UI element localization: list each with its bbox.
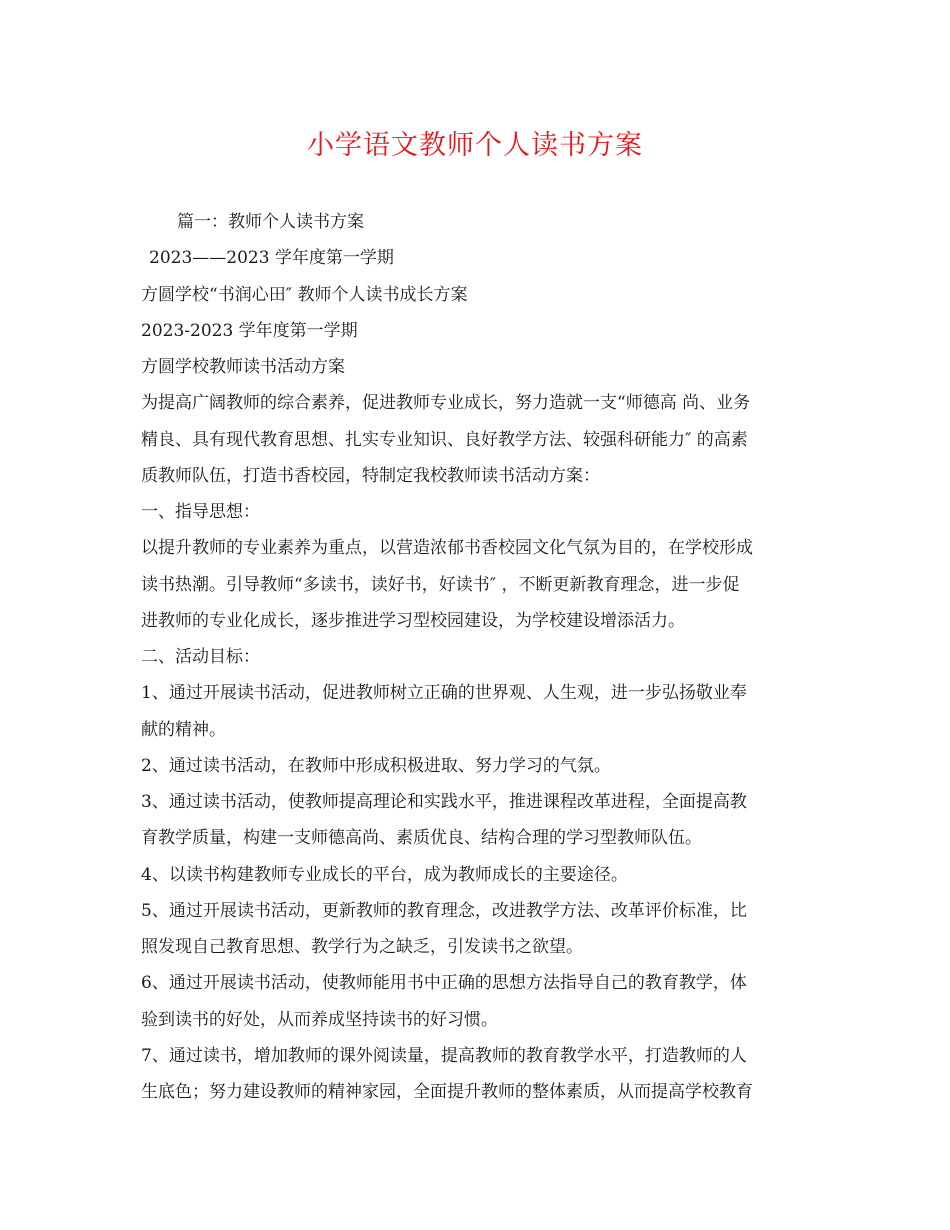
- paragraph-line: 读书热潮。引导教师“多读书，读好书，好读书″ ，不断更新教育理念，进一步促: [141, 575, 740, 595]
- paragraph-line: 方圆学校“书润心田″ 教师个人读书成长方案: [141, 285, 468, 305]
- paragraph-line: 2023-2023 学年度第一学期: [141, 321, 358, 341]
- paragraph-line: 以提升教师的专业素养为重点，以营造浓郁书香校园文化气氛为目的，在学校形成: [141, 538, 753, 558]
- section-heading: 一、指导思想：: [141, 502, 260, 522]
- list-item-line: 验到读书的好处，从而养成坚持读书的好习惯。: [141, 1010, 498, 1030]
- paragraph-line: 方圆学校教师读书活动方案: [141, 357, 345, 377]
- paragraph-line: 精良、具有现代教育思想、扎实专业知识、良好教学方法、较强科研能力″ 的高素: [141, 430, 748, 450]
- paragraph-line: 2023——2023 学年度第一学期: [149, 248, 394, 268]
- section-heading: 二、活动目标：: [141, 647, 260, 667]
- paragraph-line: 为提高广阔教师的综合素养，促进教师专业成长，努力造就一支“师德高 尚、业务: [141, 393, 751, 413]
- paragraph-line: 质教师队伍，打造书香校园，特制定我校教师读书活动方案：: [141, 466, 600, 486]
- document-title: 小学语文教师个人读书方案: [307, 130, 643, 161]
- list-item-line: 4、以读书构建教师专业成长的平台，成为教师成长的主要途径。: [141, 865, 628, 885]
- list-item-line: 育教学质量，构建一支师德高尚、素质优良、结构合理的学习型教师队伍。: [141, 828, 702, 848]
- list-item-line: 6、通过开展读书活动，使教师能用书中正确的思想方法指导自己的教育教学，体: [141, 973, 747, 993]
- list-item-line: 1、通过开展读书活动，促进教师树立正确的世界观、人生观，进一步弘扬敬业奉: [141, 683, 747, 703]
- list-item-line: 生底色；努力建设教师的精神家园，全面提升教师的整体素质，从而提高学校教育: [141, 1082, 753, 1102]
- list-item-line: 3、通过读书活动，使教师提高理论和实践水平，推进课程改革进程，全面提高教: [141, 792, 747, 812]
- list-item-line: 照发现自己教育思想、教学行为之缺乏，引发读书之欲望。: [141, 937, 583, 957]
- list-item-line: 献的精神。: [141, 720, 226, 740]
- list-item-line: 7、通过读书，增加教师的课外阅读量，提高教师的教育教学水平，打造教师的人: [141, 1046, 747, 1066]
- list-item-line: 2、通过读书活动，在教师中形成积极进取、努力学习的气氛。: [141, 756, 611, 776]
- paragraph-line: 进教师的专业化成长，逐步推进学习型校园建设，为学校建设增添活力。: [141, 611, 685, 631]
- list-item-line: 5、通过开展读书活动，更新教师的教育理念，改进教学方法、改革评价标准，比: [141, 901, 747, 921]
- section-heading: 篇一：教师个人读书方案: [177, 212, 364, 232]
